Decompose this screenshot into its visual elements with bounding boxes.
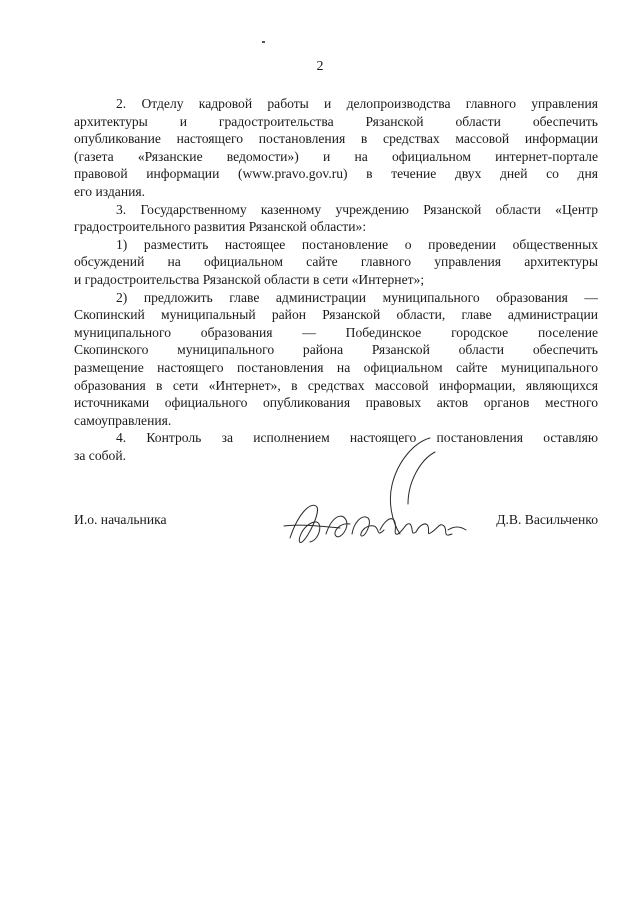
text-line: размещение настоящего постановления на официальном сайте муниципального bbox=[74, 359, 598, 375]
text-line: источниками официального опубликования правовых актов органов местного bbox=[74, 395, 598, 411]
signer-title: И.о. начальника bbox=[74, 512, 167, 527]
document-body bbox=[74, 95, 598, 464]
page-number: 2 bbox=[316, 59, 324, 74]
text-line: 1) разместить настоящее постановление о проведении общественных bbox=[116, 236, 598, 252]
text-line: 4. Контроль за исполнением настоящего постановления оставляю bbox=[116, 430, 598, 446]
text-line: за собой. bbox=[74, 447, 127, 463]
text-line: 2. Отделу кадровой работы и делопроизводства главного управления bbox=[116, 96, 598, 111]
text-line: правовой информации (www.pravo.gov.ru) в течение двух дней со дня bbox=[74, 166, 598, 182]
text-line: (газета «Рязанские ведомости») и на официальном интернет-портале bbox=[74, 148, 598, 164]
signer-name: Д.В. Васильченко bbox=[496, 512, 598, 527]
text-line: образования в сети «Интернет», в средствах массовой информации, являющихся bbox=[74, 377, 598, 393]
text-line: 2) предложить главе администрации муниципального образования — bbox=[116, 289, 598, 305]
text-line: муниципального образования — Побединское городское поселение bbox=[74, 324, 598, 340]
handwritten-signature bbox=[280, 430, 470, 560]
text-line: Скопинского муниципального района Рязанской области обеспечить bbox=[74, 342, 598, 358]
text-line: архитектуры и градостроительства Рязанской области обеспечить bbox=[74, 113, 598, 129]
paragraph bbox=[74, 289, 598, 430]
text-line: градостроительного развития Рязанской области»: bbox=[74, 219, 367, 235]
text-line: и градостроительства Рязанской области в сети «Интернет»; bbox=[74, 271, 425, 287]
text-line: обсуждений на официальном сайте главного управления архитектуры bbox=[74, 254, 598, 270]
text-line: самоуправления. bbox=[74, 412, 172, 428]
text-line: 3. Государственному казенному учреждению Рязанской области «Центр bbox=[116, 201, 598, 217]
scan-speck bbox=[262, 41, 265, 43]
signature-row bbox=[74, 511, 598, 535]
text-line: опубликование настоящего постановления в средствах массовой информации bbox=[74, 131, 598, 147]
paragraph bbox=[74, 236, 598, 289]
paragraph bbox=[74, 95, 598, 201]
paragraph bbox=[74, 201, 598, 236]
text-line: его издания. bbox=[74, 183, 146, 199]
text-line: Скопинский муниципальный район Рязанской области, главе администрации bbox=[74, 307, 598, 323]
